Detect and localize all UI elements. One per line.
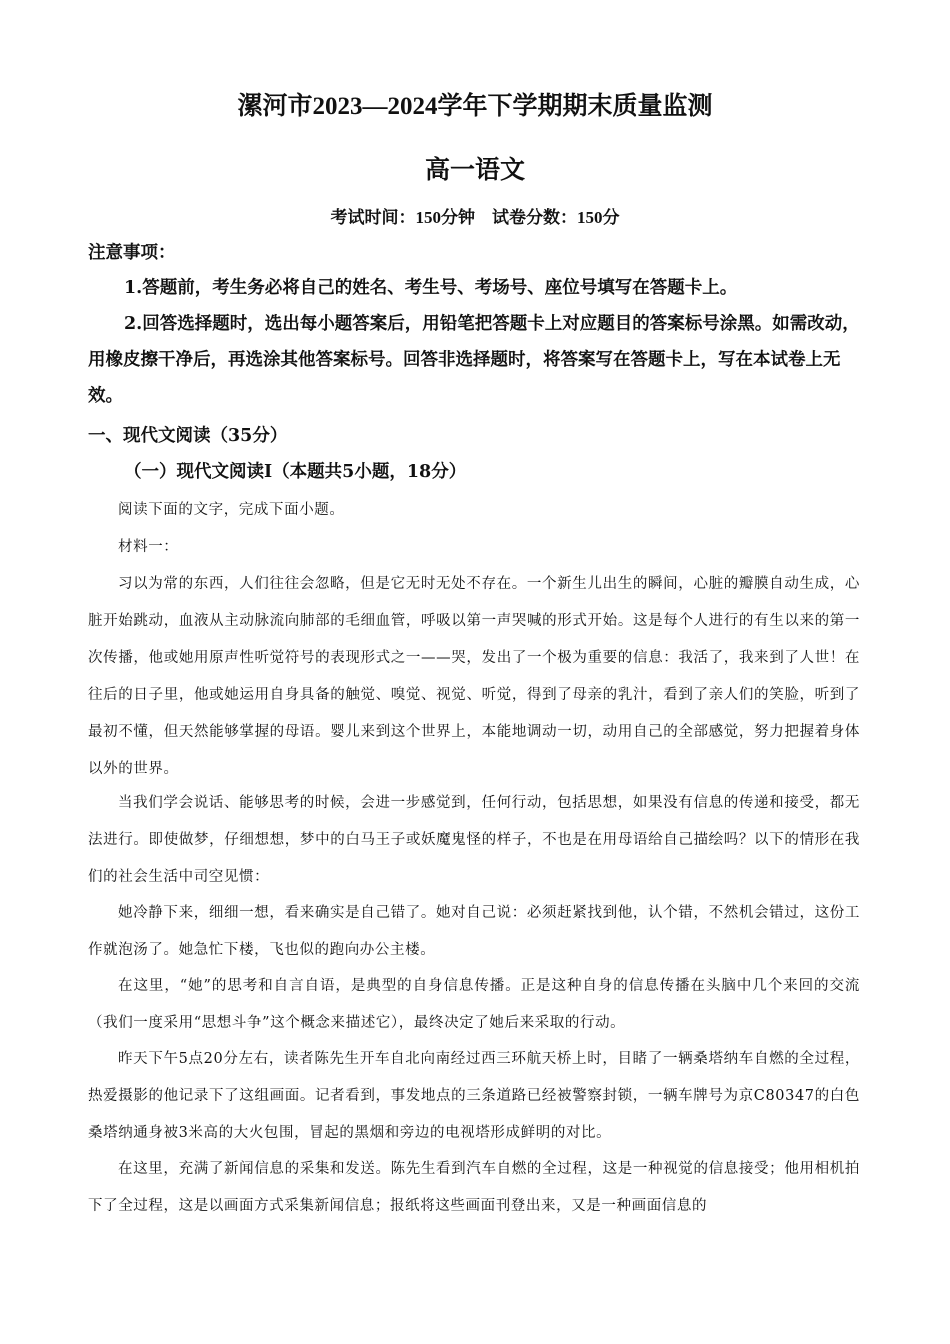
paragraph: 她冷静下来，细细一想，看来确实是自己错了。她对自己说：必须赶紧找到他，认个错，不然机会错过，这份工作就泡汤了。她急忙下楼，飞也似的跑向办公主楼。 [88, 905, 860, 958]
paragraph: 习以为常的东西，人们往往会忽略，但是它无时无处不存在。一个新生儿出生的瞬间，心脏的瓣膜自动生成，心脏开始跳动，血液从主动脉流向肺部的毛细血管，呼吸以第一声哭喊的形式开始。这是每个人进行的有生以来的第一次传播，他或她用原声性听觉符号的表现形式之一——哭，发出了一个极为重要的信息：我活了，我来到了人世！在往后的日子里，他或她运用自身具备的触觉、嗅觉、视觉、听觉，得到了母亲的乳汁，看到了亲人们的笑脸，听到了最初不懂，但天然能够掌握的母语。婴儿来到这个世界上，本能地调动一切，动用自己的全部感觉，努力把握着身体以外的世界。 [88, 576, 860, 777]
notice-item: 1.答题前，考生务必将自己的姓名、考生号、考场号、座位号填写在答题卡上。 [124, 278, 738, 298]
paragraph: 昨天下午5点20分左右，读者陈先生开车自北向南经过西三环航天桥上时，目睹了一辆桑塔纳车自燃的全过程，热爱摄影的他记录下了这组画面。记者看到，事发地点的三条道路已经被警察封锁，一辆车牌号为京C80347的白色桑塔纳通身被3米高的大火包围，冒起的黑烟和旁边的电视塔形成鲜明的对比。 [88, 1051, 860, 1141]
paragraph: 当我们学会说话、能够思考的时候，会进一步感觉到，任何行动，包括思想，如果没有信息的传递和接受，都无法进行。即使做梦，仔细想想，梦中的白马王子或妖魔鬼怪的样子，不也是在用母语给自己描绘吗？以下的情形在我们的社会生活中司空见惯： [88, 795, 860, 885]
paragraph: 在这里，充满了新闻信息的采集和发送。陈先生看到汽车自燃的全过程，这是一种视觉的信息接受；他用相机拍下了全过程，这是以画面方式采集新闻信息；报纸将这些画面刊登出来，又是一种画面信息的 [88, 1161, 860, 1214]
notice-heading: 注意事项： [88, 243, 176, 263]
exam-info: 考试时间：150分钟 试卷分数：150分 [330, 208, 620, 227]
instruction-text: 阅读下面的文字，完成下面小题。 [118, 502, 345, 518]
exam-subject: 高一语文 [424, 157, 525, 184]
section-title: 一、现代文阅读（35分） [88, 426, 288, 446]
paragraph: 在这里，“她”的思考和自言自语，是典型的自身信息传播。正是这种自身的信息传播在头脑中几个来回的交流（我们一度采用“思想斗争”这个概念来描述它），最终决定了她后来采取的行动。 [88, 978, 860, 1031]
notice-item: 2.回答选择题时，选出每小题答案后，用铅笔把答题卡上对应题目的答案标号涂黑。如需改动，用橡皮擦干净后，再选涂其他答案标号。回答非选择题时，将答案写在答题卡上，写在本试卷上无效。 [88, 314, 860, 406]
subsection-title: （一）现代文阅读Ⅰ（本题共5小题，18分） [124, 462, 467, 482]
material-label: 材料一： [118, 539, 179, 555]
exam-title: 漯河市2023—2024学年下学期期末质量监测 [237, 93, 713, 120]
